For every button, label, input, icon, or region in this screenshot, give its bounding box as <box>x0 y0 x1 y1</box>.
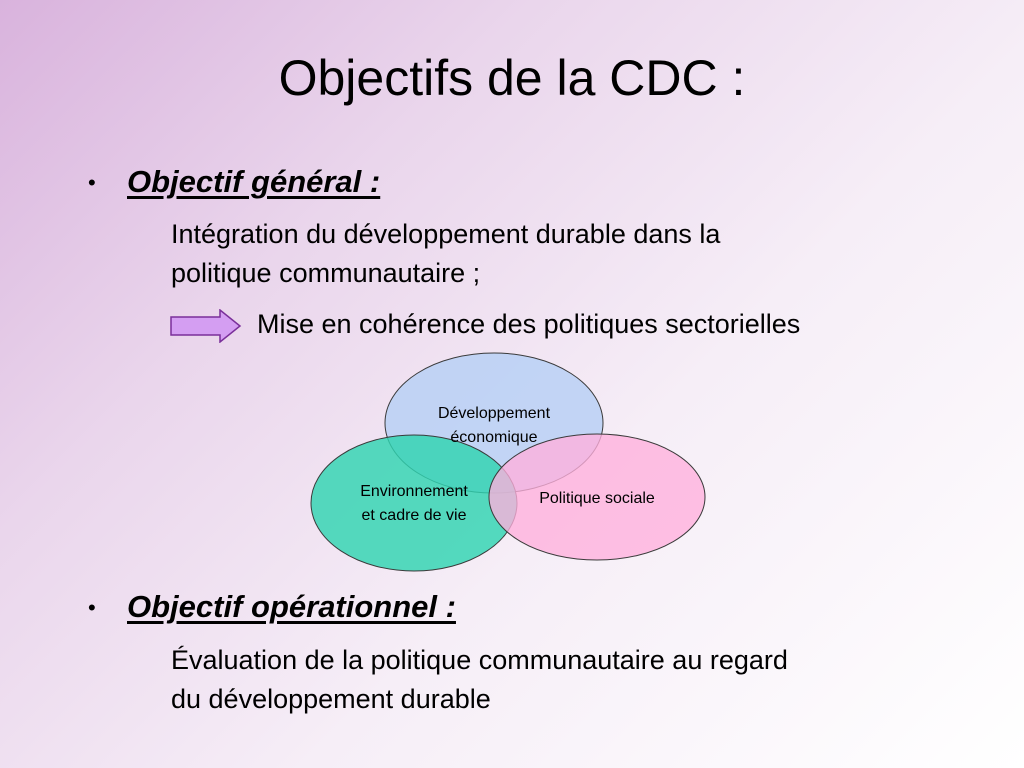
operationnel-text-line-1: Évaluation de la politique communautaire au regard <box>171 645 788 675</box>
right-arrow-icon <box>170 309 242 343</box>
label-environnement-line-2: et cadre de vie <box>361 507 467 524</box>
operationnel-text-line-2: du développement durable <box>171 684 491 714</box>
general-text-line-1: Intégration du développement durable dans la <box>171 219 721 249</box>
label-developpement-line-2: économique <box>450 429 538 446</box>
heading-objectif-general: Objectif général : <box>127 164 381 199</box>
heading-objectif-operationnel: Objectif opérationnel : <box>127 589 456 624</box>
bullet-2: • <box>88 595 96 620</box>
general-text-line-2: politique communautaire ; <box>171 258 481 288</box>
label-developpement-line-1: Développement <box>437 405 551 422</box>
label-politique-sociale: Politique sociale <box>539 490 655 507</box>
arrow-row <box>170 306 970 346</box>
label-environnement-line-1: Environnement <box>360 483 468 500</box>
arrow-text: Mise en cohérence des politiques sectorielles <box>257 309 801 339</box>
circle-environnement <box>311 435 517 571</box>
slide-title: Objectifs de la CDC : <box>278 50 746 106</box>
bullet-1: • <box>88 170 96 195</box>
venn-diagram <box>300 345 720 575</box>
